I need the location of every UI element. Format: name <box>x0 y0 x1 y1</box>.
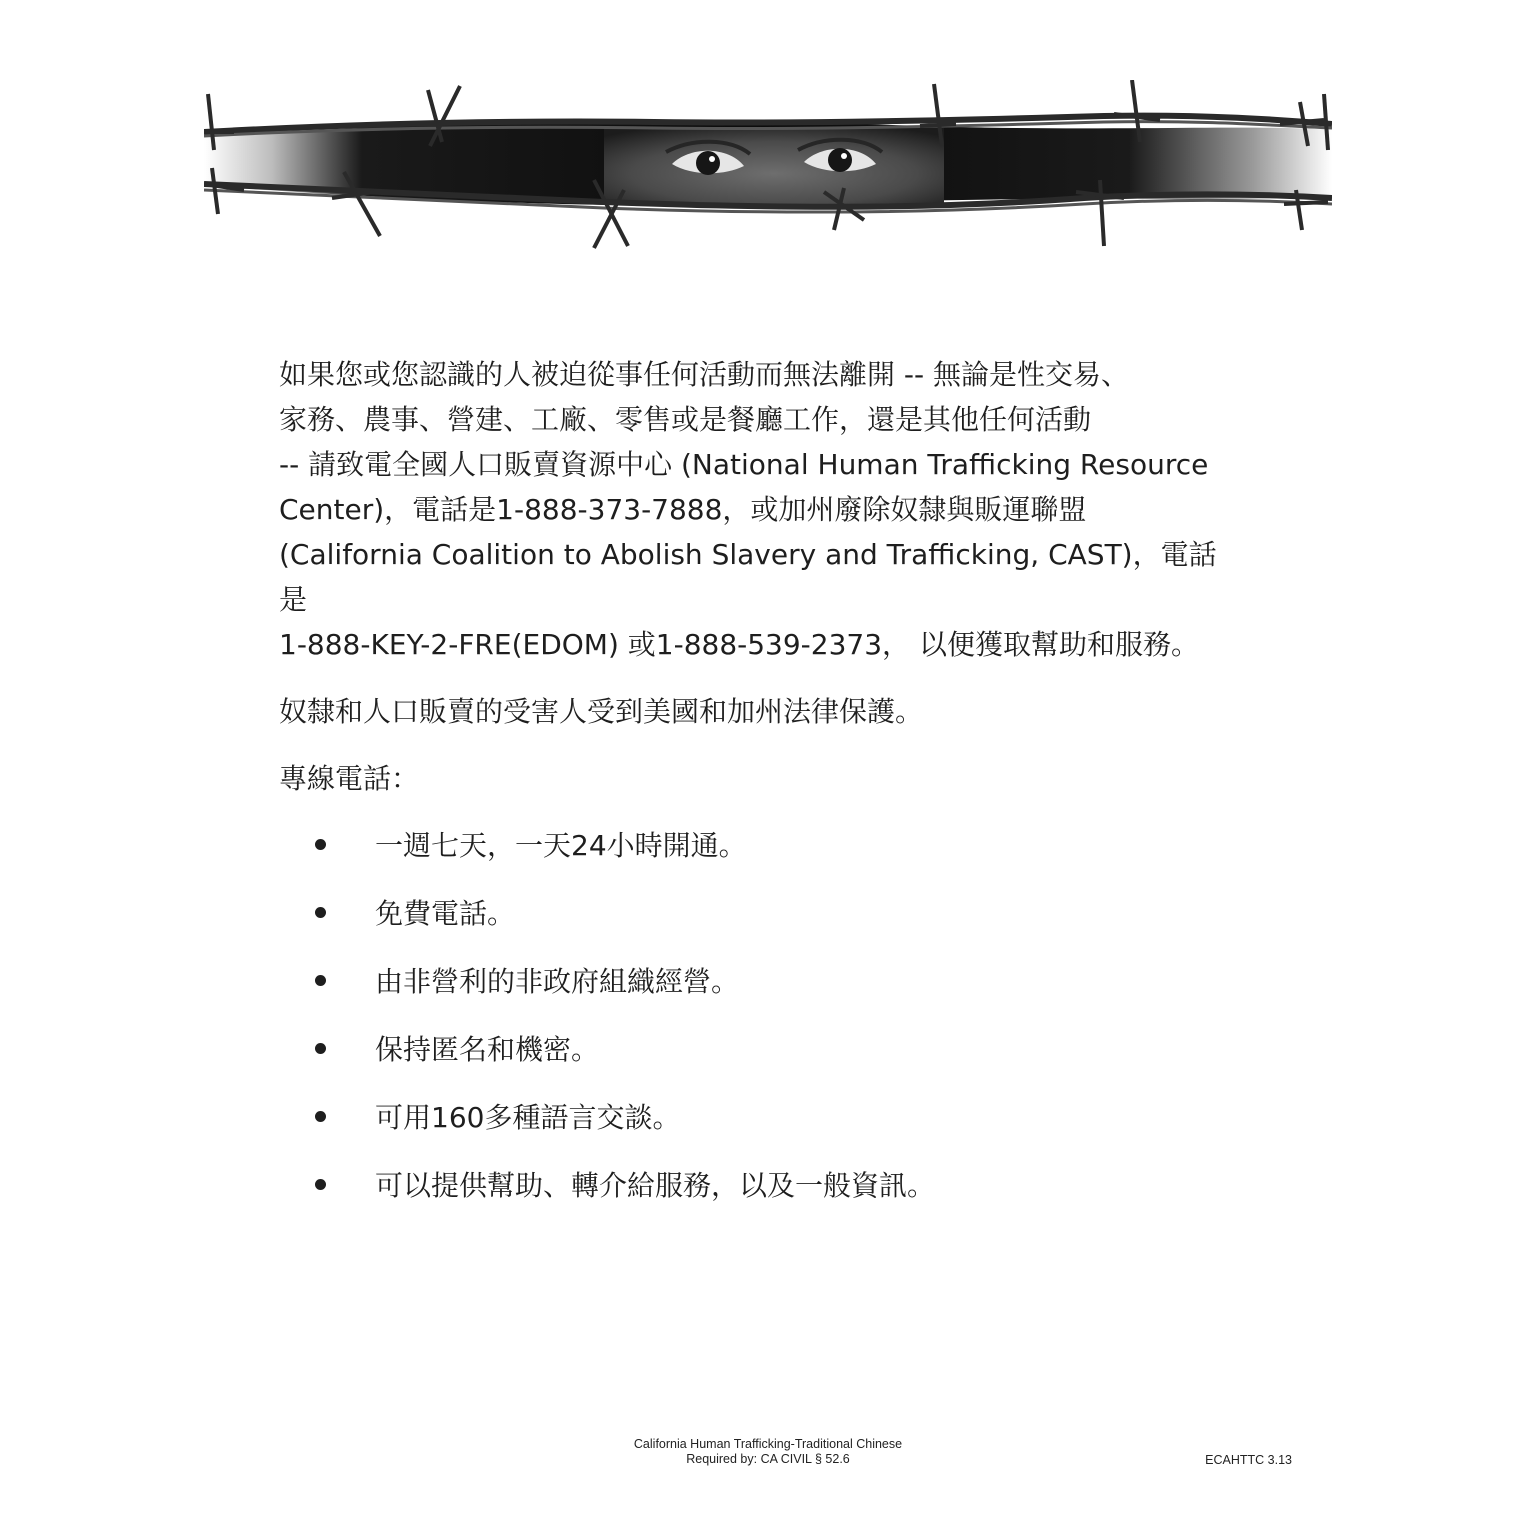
list-item <box>279 1095 1239 1163</box>
bullet-icon <box>315 1043 326 1054</box>
protection-statement: 奴隸和人口販賣的受害人受到美國和加州法律保護。 <box>279 695 924 728</box>
list-item <box>279 823 1239 891</box>
bullet-icon <box>315 907 326 918</box>
main-content <box>279 352 1239 1231</box>
list-item <box>279 1163 1239 1231</box>
footer-notice <box>568 1437 968 1467</box>
footer-title: California Human Trafficking-Traditional Chinese <box>633 1437 903 1451</box>
list-item <box>279 891 1239 959</box>
list-item-text: 由非營利的非政府組織經營。 <box>375 965 740 998</box>
list-item <box>279 959 1239 1027</box>
bullet-icon <box>315 839 326 850</box>
form-code: ECAHTTC 3.13 <box>1205 1453 1292 1467</box>
intro-paragraph: 如果您或您認識的人被迫從事任何活動而無法離開 -- 無論是性交易、 家務、農事、營建、工廠、零售或是餐廳工作，還是其他任何活動 -- 請致電全國人口販賣資源中心 (National Human Trafficking Resource Center)，電話是1-888-373-7888，或加州廢除奴隸與販運聯盟 (California Coalition to Abolish Slavery and Trafficking, CAST)，電話是 1-888-KEY-2-FRE(EDOM) 或1-888-539-2373， 以便獲取幫助和服務。 <box>279 358 1217 661</box>
list-item-text: 一週七天，一天24小時開通。 <box>375 829 747 862</box>
hotline-heading: 專線電話： <box>279 762 420 795</box>
list-item-text: 保持匿名和機密。 <box>375 1033 600 1066</box>
bullet-icon <box>315 1179 326 1190</box>
bullet-icon <box>315 1111 326 1122</box>
list-item-text: 可用160多種語言交談。 <box>375 1101 681 1134</box>
barbed-wire-eyes-illustration <box>204 80 1332 252</box>
bullet-icon <box>315 975 326 986</box>
hotline-features-list <box>279 823 1239 1231</box>
footer-requirement: Required by: CA CIVIL § 52.6 <box>686 1452 850 1466</box>
face-eyes <box>604 128 944 204</box>
list-item-text: 可以提供幫助、轉介給服務，以及一般資訊。 <box>375 1169 936 1202</box>
banner-image <box>204 80 1332 252</box>
list-item <box>279 1027 1239 1095</box>
list-item-text: 免費電話。 <box>375 897 516 930</box>
